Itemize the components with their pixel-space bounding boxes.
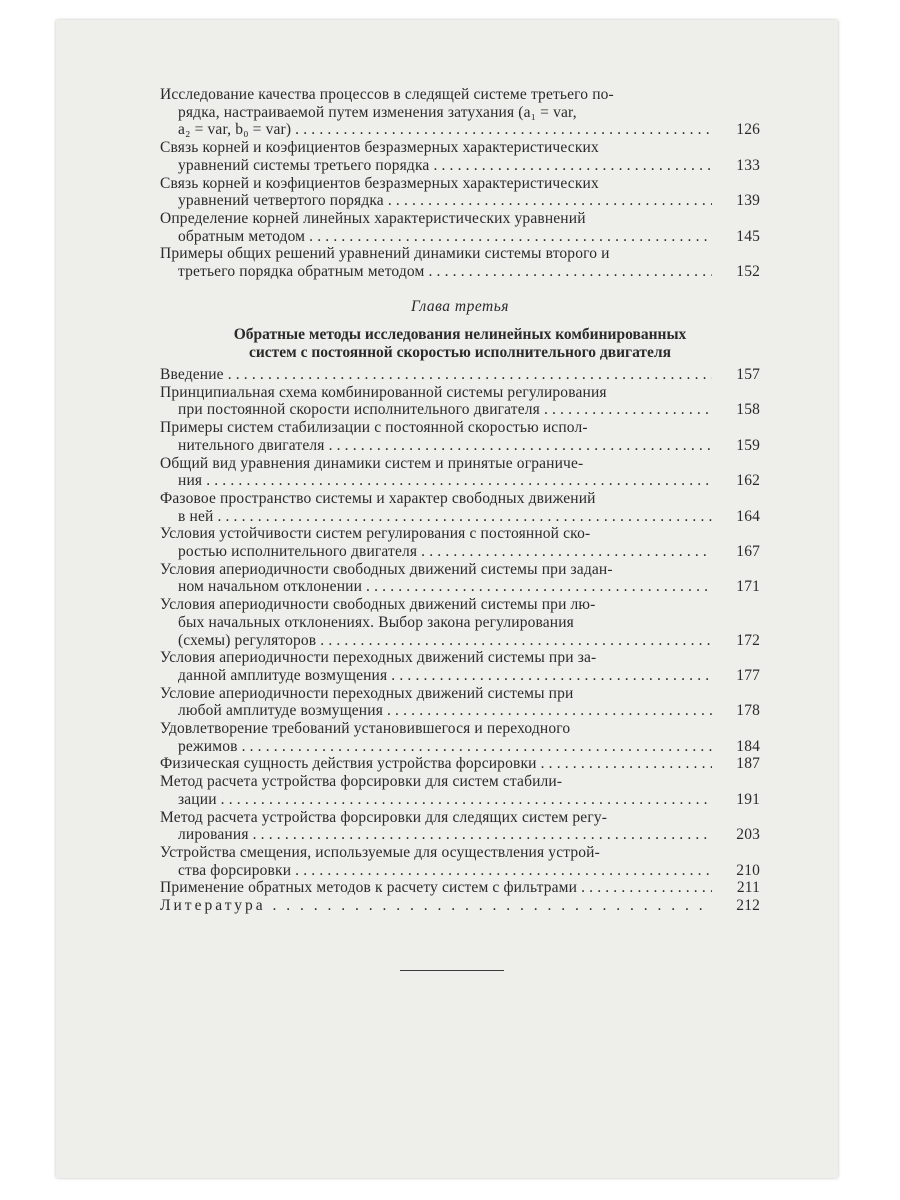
toc-entry-line: данной амплитуде возмущения . . .: [160, 667, 712, 685]
toc-page-number: 184: [736, 737, 760, 755]
closing-rule: [400, 970, 504, 971]
chapter-title-line: Обратные методы исследования нелинейных комбинированных: [233, 326, 687, 343]
toc-entry: [160, 175, 760, 210]
chapter-title-line: систем с постоянной скоростью исполнительного двигателя: [248, 344, 672, 361]
toc-page-number: 203: [736, 826, 760, 844]
toc-entry: [160, 490, 760, 525]
toc-entry-line: третьего порядка обратным методом . . .: [160, 263, 712, 281]
toc-entry-line: Определение корней линейных характеристических уравнений: [160, 209, 586, 227]
toc-page-number: 167: [736, 543, 760, 561]
toc-entry-line: Литература . . .: [160, 897, 712, 915]
toc-page-number: 191: [736, 790, 760, 808]
toc-entry: [160, 879, 760, 897]
toc-section-1: [160, 86, 760, 281]
toc-page-number: 145: [736, 227, 760, 245]
toc-page-number: 164: [736, 507, 760, 525]
toc-page-number: 126: [736, 121, 760, 139]
toc-page-number: 172: [736, 631, 760, 649]
toc-entry-line: бых начальных отклонениях. Выбор закона регулирования: [178, 613, 574, 631]
toc-entry: [160, 419, 760, 454]
toc-entry: [160, 685, 760, 720]
toc-entry: [160, 86, 760, 139]
toc-page-number: 159: [736, 436, 760, 454]
toc-entry-line: Условия апериодичности свободных движений системы при задан-: [160, 560, 613, 578]
toc-entry: [160, 844, 760, 879]
toc-page-number: 152: [736, 263, 760, 281]
toc-entry-line: уравнений системы третьего порядка . . .: [160, 157, 712, 175]
toc-entry-line: Удовлетворение требований установившегося и переходного: [160, 720, 571, 738]
toc-entry: [160, 139, 760, 174]
toc-entry: [160, 384, 760, 419]
toc-entry: [160, 809, 760, 844]
toc-page-number: 133: [736, 156, 760, 174]
toc-page-number: 211: [736, 879, 760, 897]
toc-entry: [160, 596, 760, 649]
toc-section-2: [160, 298, 760, 915]
toc-entry: [160, 720, 760, 755]
toc-entry-line: при постоянной скорости исполнительного двигателя . . .: [160, 401, 712, 419]
toc-entry-line: ростью исполнительного двигателя . . .: [160, 543, 712, 561]
toc-entry-line: обратным методом . . .: [160, 228, 712, 246]
toc-entry-line: в ней . . .: [160, 508, 712, 526]
toc-page-number: 157: [736, 366, 760, 383]
toc-entry-line: Условия апериодичности свободных движений системы при лю-: [160, 596, 596, 614]
toc-entry-line: Условия апериодичности переходных движений системы при за-: [160, 649, 597, 667]
toc-entry-line: Связь корней и коэфициентов безразмерных характеристических: [160, 139, 599, 157]
toc-page-number: 171: [736, 578, 760, 596]
toc-entry: [160, 897, 760, 915]
toc-entry-line: лирования . . .: [160, 826, 712, 844]
toc-entry: [160, 245, 760, 280]
toc-page-number: 158: [736, 401, 760, 419]
toc-entry-line: Метод расчета устройства форсировки для следящих систем регу-: [160, 808, 608, 826]
toc-entry-line: Принципиальная схема комбинированной системы регулирования: [160, 383, 607, 401]
toc-entry-line: нительного двигателя . . .: [160, 437, 712, 455]
toc-entry-line: Введение . . .: [160, 366, 712, 384]
toc-entry: [160, 755, 760, 773]
toc-entry-line: Применение обратных методов к расчету систем с фильтрами . . .: [160, 879, 712, 897]
toc-entry-line: режимов . . .: [160, 738, 712, 756]
toc-entry-line: Общий вид уравнения динамики систем и принятые ограниче-: [160, 454, 584, 472]
toc-entry-line: (схемы) регуляторов . . .: [160, 632, 712, 650]
toc-entry: [160, 649, 760, 684]
toc-entry-line: уравнений четвертого порядка . . .: [160, 192, 712, 210]
toc-entry: [160, 773, 760, 808]
toc-entry-line: ства форсировки . . .: [160, 862, 712, 880]
toc-entry-line: рядка, настраиваемой путем изменения затухания (a₁ = var,: [178, 103, 577, 121]
toc-entry: [160, 525, 760, 560]
toc-page-number: 177: [736, 666, 760, 684]
toc-entry-line: любой амплитуде возмущения . . .: [160, 702, 712, 720]
toc-entry-line: Исследование качества процессов в следящей системе третьего по-: [160, 86, 614, 103]
toc-entry-line: Связь корней и коэфициентов безразмерных характеристических: [160, 174, 599, 192]
toc-entry-line: Условие апериодичности переходных движений системы при: [160, 684, 574, 702]
toc-page-number: 139: [736, 192, 760, 210]
toc-entry-line: a₂ = var, b₀ = var) . . .: [160, 121, 712, 139]
toc-page-number: 187: [736, 755, 760, 773]
toc-entry: [160, 561, 760, 596]
toc-entry: [160, 210, 760, 245]
toc-entry-line: Условия устойчивости систем регулирования с постоянной ско-: [160, 525, 591, 543]
toc-entry-line: Физическая сущность действия устройства форсировки . . .: [160, 755, 712, 773]
toc-page-number: 162: [736, 472, 760, 490]
toc-entry-line: ния . . .: [160, 472, 712, 490]
toc-entry-line: Фазовое пространство системы и характер свободных движений: [160, 489, 596, 507]
toc-page-number: 210: [736, 861, 760, 879]
toc-entry-line: Метод расчета устройства форсировки для систем стабили-: [160, 773, 563, 791]
toc-entry-line: ном начальном отклонении . . .: [160, 578, 712, 596]
toc-entry-line: Примеры общих решений уравнений динамики системы второго и: [160, 245, 610, 263]
toc-entry-line: Устройства смещения, используемые для осуществления устрой-: [160, 843, 600, 861]
toc-entry: [160, 455, 760, 490]
toc-entry: [160, 366, 760, 384]
toc-entry-line: Примеры систем стабилизации с постоянной скоростью испол-: [160, 419, 588, 437]
toc-page-number: 212: [736, 897, 760, 915]
toc-page-number: 178: [736, 702, 760, 720]
chapter-title: [160, 326, 760, 362]
chapter-label: Глава третья: [410, 298, 509, 315]
toc-entry-line: зации . . .: [160, 791, 712, 809]
